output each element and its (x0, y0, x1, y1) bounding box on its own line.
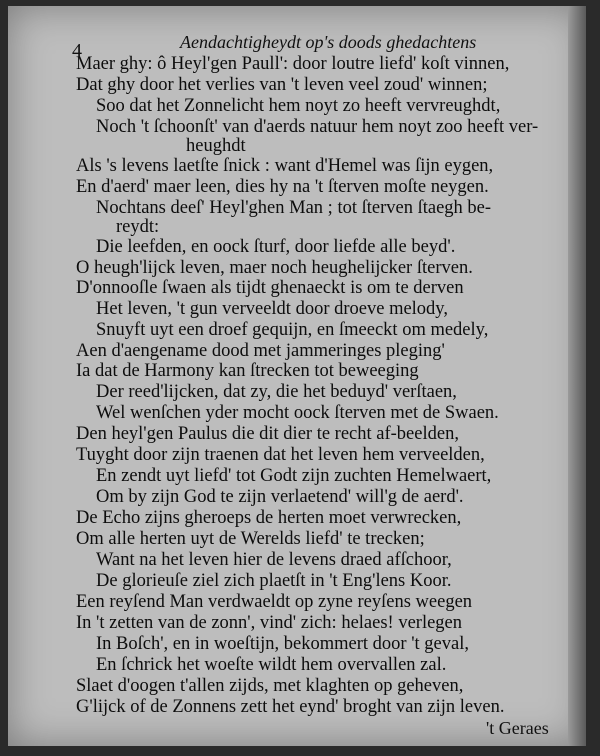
poem-line: En d'aerd' maer leen, dies hy na 't ſterven moſte neygen. (76, 177, 489, 197)
poem-line: In 't zetten van de zonn', vind' zich: helaes! verlegen (76, 613, 463, 633)
poem-line: Snuyft uyt een droef gequijn, en ſmeeckt om medely, (96, 320, 489, 340)
poem-line: Den heyl'gen Paulus die dit dier te recht af-beelden, (76, 424, 459, 444)
poem-line: Wel wenſchen yder mocht oock ſterven met de Swaen. (96, 403, 499, 423)
poem-line: En ſchrick het woeſte wildt hem overvallen zal. (96, 655, 447, 675)
poem-line: Soo dat het Zonnelicht hem noyt zo heeft vervreughdt, (96, 96, 501, 116)
poem-line: Maer ghy: ô Heyl'gen Paull': door loutre liefd' koſt vinnen, (76, 54, 510, 74)
poem-line: Tuyght door zijn traenen dat het leven hem verveelden, (76, 445, 485, 465)
poem-line: G'lijck of de Zonnens zett het eynd' broght van zijn leven. (76, 697, 505, 717)
book-page (8, 6, 586, 746)
poem-line: In Boſch', en in woeſtijn, bekommert door 't geval, (96, 634, 469, 654)
poem-line: Nochtans deeſ' Heyl'ghen Man ; tot ſterven ſtaegh be- (96, 198, 492, 218)
page-edge-shadow (568, 6, 586, 746)
poem-line: Als 's levens laetſte ſnick : want d'Hemel was ſijn eygen, (76, 156, 494, 176)
poem-line: En zendt uyt liefd' tot Godt zijn zuchten Hemelwaert, (96, 466, 492, 486)
poem-line: heughdt (186, 136, 246, 156)
running-head: Aendachtigheydt op's doods ghedachtens (180, 32, 477, 52)
poem-line: Om alle herten uyt de Werelds liefd' te trecken; (76, 529, 425, 549)
poem-line: Een reyſend Man verdwaeldt op zyne reyſens weegen (76, 592, 473, 612)
poem-line: Dat ghy door het verlies van 't leven veel zoud' winnen; (76, 75, 488, 95)
poem-line: D'onnooſle ſwaen als tijdt ghenaeckt is om te derven (76, 278, 464, 298)
poem-line: De glorieuſe ziel zich plaetſt in 't Eng'lens Koor. (96, 571, 452, 591)
poem-line: Want na het leven hier de levens draed afſchoor, (96, 550, 452, 570)
poem-line: reydt: (116, 217, 160, 237)
poem-line: Het leven, 't gun verveeldt door droeve melody, (96, 299, 448, 319)
signature: 't Geraes (486, 718, 549, 738)
poem-line: Die leefden, en oock ſturf, door liefde alle beyd'. (96, 237, 456, 257)
page-number: 4 (72, 40, 82, 62)
poem-line: Noch 't ſchoonſt' van d'aerds natuur hem noyt zoo heeft ver- (96, 117, 539, 137)
poem-line: Ia dat de Harmony kan ſtrecken tot beweeging (76, 361, 419, 381)
poem-line: Aen d'aengename dood met jammeringes pleging' (76, 341, 445, 361)
poem-line: Der reed'lijcken, dat zy, die het beduyd' verſtaen, (96, 382, 457, 402)
poem-line: De Echo zijns gheroeps de herten moet verwrecken, (76, 508, 462, 528)
poem-line: O heugh'lijck leven, maer noch heughelijcker ſterven. (76, 258, 473, 278)
poem-line: Slaet d'oogen t'allen zijds, met klaghten op geheven, (76, 676, 464, 696)
poem-line: Om by zijn God te zijn verlaetend' will'g de aerd'. (96, 487, 464, 507)
